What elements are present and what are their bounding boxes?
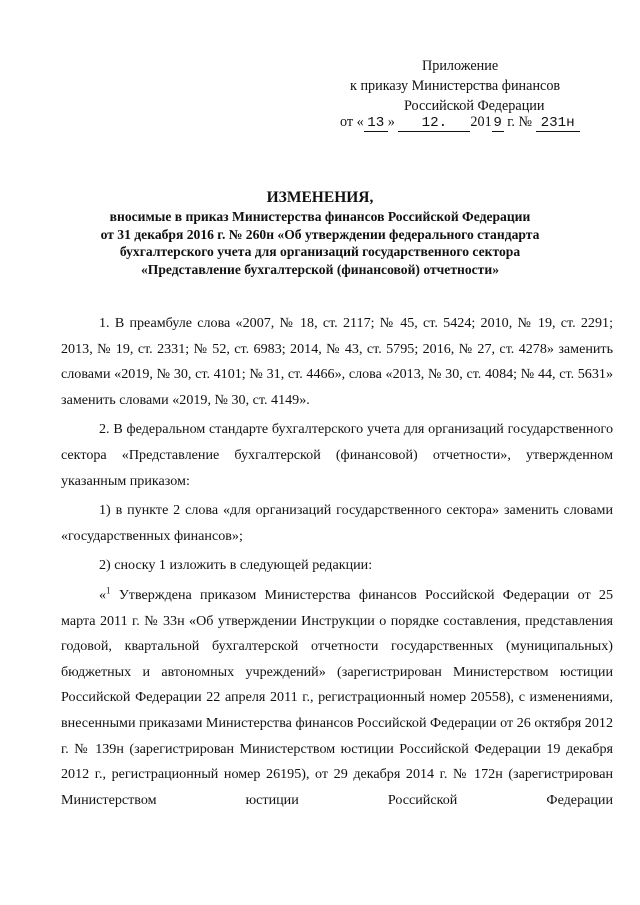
order-reference: к приказу Министерства финансов bbox=[350, 78, 561, 94]
country-name: Российской Федерации bbox=[404, 98, 545, 114]
paragraph-4: 2) сноску 1 изложить в следующей редакции: bbox=[99, 557, 373, 574]
order-number: 231н bbox=[536, 116, 580, 132]
title-line-2: от 31 декабря 2016 г. № 260н «Об утверждении федерального стандарта bbox=[100, 226, 540, 242]
date-month: 12. bbox=[398, 116, 470, 132]
date-day-suffix: » bbox=[387, 114, 395, 130]
date-prefix: от « bbox=[340, 114, 364, 130]
year-prefix: 201 bbox=[470, 114, 492, 130]
document-title bbox=[60, 188, 580, 278]
appendix-label: Приложение bbox=[422, 58, 499, 74]
title-line-4: «Представление бухгалтерской (финансовой) отчетности» bbox=[141, 261, 499, 277]
title-line-3: бухгалтерского учета для организаций государственного сектора bbox=[119, 244, 521, 259]
number-prefix: г. № bbox=[507, 114, 533, 130]
order-date-line bbox=[340, 114, 580, 132]
paragraph-5 bbox=[61, 583, 613, 813]
paragraph-2: 2. В федеральном стандарте бухгалтерского учета для организаций государственного сектора «Представление бухгалтерской (финансовой) отчетности», утвержденном указанным приказом: bbox=[61, 421, 613, 489]
document-body bbox=[61, 311, 613, 813]
paragraph-5-text: Утверждена приказом Министерства финансов Российской Федерации от 25 марта 2011 г. № 33н «Об утверждении Инструкции о порядке составления, представления годовой, квартальной бухгалтерской отчетности государственных (муниципальных) бюджетных и автономных учреждений» (зарегистрирован Министерством юстиции Российской Федерации 22 апреля 2011 г., регистрационный номер 20558), с изменениями, внесенными приказами Министерства финансов Российской Федерации от 26 октября 2012 г. № 139н (зарегистрирован Министерством юстиции Российской Федерации 19 декабря 2012 г., регистрационный номер 26195), от 29 декабря 2014 г. № 172н (зарегистрирован Министерством юстиции Российской Федерации bbox=[61, 586, 613, 808]
title-heading: ИЗМЕНЕНИЯ, bbox=[266, 189, 374, 206]
paragraph-3: 1) в пункте 2 слова «для организаций государственного сектора» заменить словами «государственных финансов»; bbox=[61, 502, 613, 544]
date-day: 13 bbox=[364, 116, 388, 132]
year-digit: 9 bbox=[493, 115, 502, 131]
footnote-marker: 1 bbox=[106, 585, 111, 596]
quote-open: « bbox=[99, 586, 107, 603]
title-line-1: вносимые в приказ Министерства финансов Российской Федерации bbox=[109, 209, 531, 224]
paragraph-1: 1. В преамбуле слова «2007, № 18, ст. 2117; № 45, ст. 5424; 2010, № 19, ст. 2291; 2013, № 19, ст. 2331; № 52, ст. 6983; 2014, № 43, ст. 5795; 2016, № 27, ст. 4278» заменить словами «2019, № 30, ст. 4101; № 31, ст. 4466», слова «2013, № 30, ст. 4084; № 44, ст. 5631» заменить словами «2019, № 30, ст. 4149». bbox=[61, 315, 613, 408]
